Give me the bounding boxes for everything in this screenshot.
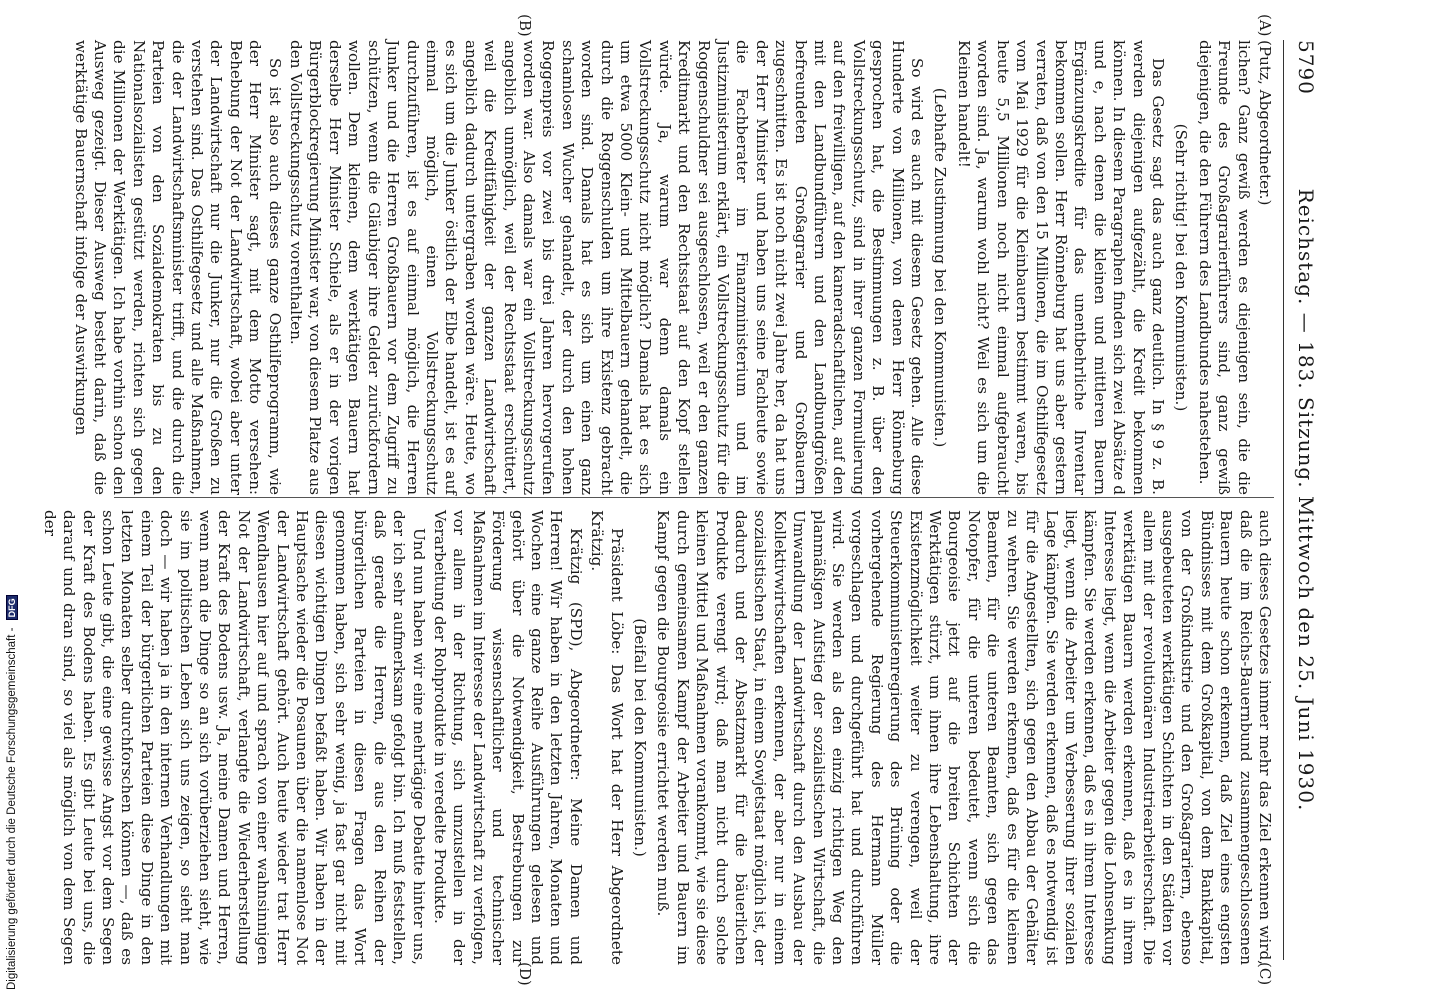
column-divider (114, 497, 1274, 498)
paragraph: lichen? Ganz gewiß werden es diejenigen sein, die die Freunde des Großagrarierführers sind, ganz gewiß diejenigen, die den Führern des Landbundes nahestehen. (1195, 40, 1253, 495)
page-header (1283, 40, 1324, 960)
interjection: (Beifall bei den Kommunisten.) (631, 618, 649, 857)
speaker-label: (Putz, Abgeordneter.) (1256, 40, 1274, 206)
paragraph: Krätzig (SPD), Abgeordneter: Meine Damen und Herren! Wir haben in den letzten Jahren, Monaten und Wochen eine ganze Reihe Ausführungen gelesen und gehört über die Notwendigkeit, Bestrebungen zur Förderung wissenschaftlicher und technischer Maßnahmen im Interesse der Landwirtschaft zu verfolgen, vor allem in der Richtung, sich umzustellen in der Verarbeitung der Rohprodukte in veredelte Produkte. (430, 510, 585, 965)
margin-marker-a: (A) (1256, 14, 1274, 37)
paragraph: auch dieses Gesetzes immer mehr das Ziel erkennen wird, daß die im Reichs-Bauernbund zusammengeschlossenen Bauern heute schon erkennen, daß Ziel eines engsten Bündnisses mit dem Großkapital, von dem Bankkapital, von der Großindustrie und den Großagrariern, ebenso ausgebeuteten werktätigen Schichten in den Städten vor allem mit der revolutionären Industriearbeiterschaft. Die werktätigen Bauern werden erkennen, daß es in ihrem Interesse liegt, wenn die Arbeiter gegen die Lohnsenkung kämpfen. Sie werden erkennen, daß es in ihrem Interesse liegt, wenn die Arbeiter um Verbesserung ihrer sozialen Lage kämpfen. Sie werden erkennen, daß es notwendig ist für die Angestellten, sich gegen den Abbau der Gehälter zu wehren. Sie werden erkennen, daß es für die kleinen Beamten, für die unteren Beamten, sich gegen das Notopfer, für die unteren bedeutet, wenn sich die Bourgeoisie jetzt auf die breiten Schichten der Werktätigen stürzt, um ihnen ihre Lebenshaltung, ihre Existenzmöglichkeit weiter zu verengen, weil der Steuerkommunistenregierung des Brüning oder die vorhergehende Regierung des Hermann Müller vorgeschlagen und durchgeführt hat und durchführen wird. Sie werden als den einzig richtigen Weg den planmäßigen Aufstieg der sozialistischen Wirtschaft, die Umwandlung der Landwirtschaft durch den Ausbau der Kollektivwirtschaften erkennen, der aber nur in einem sozialistischen Staat, in einem Sowjetstaat möglich ist, der dadurch und der Absatzmarkt für die bäuerlichen Produkte verengt wird; daß man nicht durch solche kleinen Mittel und Maßnahmen vorankommt, wie sie diese durch gemeinsamen Kampf der Arbeiter und Bauern im Kampf gegen die Bourgeoisie errichtet werden muß. (654, 510, 1274, 965)
interjection: (Sehr richtig! bei den Kommunisten.) (1172, 123, 1191, 412)
paragraph: Das Gesetz sagt das auch ganz deutlich. In § 9 z. B. werden diejenigen aufgezählt, die Kredit bekommen können. In diesem Paragraphen finden sich zwei Absätze d und e, nach denen die kleinen und mittleren Bauern Ergänzungskredite für das unentbehrliche Inventar bekommen sollen. Herr Rönneburg hat uns aber gestern verraten, daß von den 15 Millionen, die im Osthilfegesetz vom Mai 1929 für die Kleinbauern bestimmt waren, bis heute 5,5 Millionen noch nicht einmal aufgebraucht worden sind. Ja, warum wohl nicht? Weil es sich um die Kleinen handelt! (954, 40, 1167, 495)
margin-marker-c: (C) (1256, 962, 1274, 986)
right-column (40, 510, 1274, 965)
digitization-credit (6, 595, 18, 990)
paragraph: Und nun haben wir eine mehrtägige Debatte hinter uns, der ich sehr aufmerksam gefolgt bin. Ich muß feststellen, daß gerade die Herren, die aus den Reihen der bürgerlichen Parteien in diesen Fragen das Wort genommen haben, sich sehr wenig, ja fast gar nicht mit diesen wichtigen Dingen befaßt haben. Wir haben in der Hauptsache wieder die Posaunen über die namenlose Not der Landwirtschaft gehört. Auch heute wieder trat Herr Wendhausen hier auf und sprach von einer wahnsinnigen Not der Landwirtschaft, verlangte die Wiederherstellung der Kraft des Bodens usw. Ja, meine Damen und Herren, wenn man die Dinge so an sich vorüberziehen sieht, wie sie im politischen Leben sich uns zeigen, so sieht man doch — wir haben ja in den internen Verhandlungen mit einem Teil der bürgerlichen Parteien diese Dinge in den letzten Monaten selber durchforschen können —, daß es schon Leute gibt, die eine gewisse Angst vor dem Segen der Kraft des Bodens haben. Es gibt Leute bei uns, die darauf und dran sind, so viel als möglich von dem Segen der (40, 510, 428, 965)
left-column (71, 40, 1274, 495)
margin-marker-b: (B) (516, 14, 534, 37)
paragraph: So ist also auch dieses ganze Osthilfeprogramm, wie der Herr Minister sagt, mit dem Motto versehen: Behebung der Not der Landwirtschaft, wobei aber unter der Landwirtschaft nur die Junker, nur die Großen zu verstehen sind. Das Osthilfegesetz und alle Maßnahmen, die der Landwirtschaftsminister trifft, und die durch die Parteien von den Sozialdemokraten bis zu den Nationalsozialisten gestützt werden, richten sich gegen die Millionen der Werktätigen. Ich habe vorhin schon den Ausweg gezeigt. Dieser Ausweg besteht darin, daß die werktätige Bauernschaft infolge der Auswirkungen (71, 40, 284, 495)
credit-text: Digitalisierung gefördert durch die Deutsche Forschungsgemeinschaft - (6, 627, 18, 990)
interjection: (Lebhafte Zustimmung bei den Kommunisten.) (931, 87, 950, 448)
speaker-intro: Präsident Löbe: Das Wort hat der Herr Abgeordnete Krätzig. (588, 510, 626, 965)
paragraph: So wird es auch mit diesem Gesetz gehen. Alle diese Hunderte von Millionen, von denen Herr Rönneburg gesprochen hat, die Bestimmungen z. B. über den Vollstreckungsschutz, sind in ihrer ganzen Formulierung auf den freiwilligen, auf den kameradschaftlichen, auf den mit den Landbundführern und den Landbundgrößen befreundeten Großagrarier und Großbauern zugeschnitten. Es ist noch nicht zwei Jahre her, da hat uns der Herr Minister und haben uns seine Fachleute sowie die Fachberater im Finanzministerium und im Justizministerium erklärt, ein Vollstreckungsschutz für die Roggenschuldner sei ausgeschlossen, weil er den ganzen Kreditmarkt und den Rechtsstaat auf den Kopf stellen würde. Ja, warum war denn damals ein Vollstreckungsschutz nicht möglich? Damals hat es sich um etwa 5000 Klein- und Mittelbauern gehandelt, die durch die Roggenschulden um ihre Existenz gebracht worden sind. Damals hat es sich um einen ganz schamlosen Wucher gehandelt, der durch den hohen Roggenpreis vor zwei bis drei Jahren hervorgerufen worden war. Also damals war ein Vollstreckungsschutz angeblich unmöglich, weil der Rechtsstaat erschüttert, weil die Kreditfähigkeit der ganzen Landwirtschaft angeblich dadurch untergraben worden wäre. Heute, wo es sich um die Junker östlich der Elbe handelt, ist es auf einmal möglich, einen Vollstreckungsschutz durchzuführen, ist es auf einmal möglich, die Herren Junker und die Herren Großbauern vor dem Zugriff zu schützen, wenn die Gläubiger ihre Gelder zurückfordern wollen. Dem kleinen, dem werktätigen Bauern hat derselbe Herr Minister Schiele, als er in der vorigen Bürgerblockregierung Minister war, von diesem Platze aus den Vollstreckungsschutz vorenthalten. (287, 40, 927, 495)
dfg-logo: DFG (6, 595, 18, 620)
margin-marker-d: (D) (516, 962, 534, 986)
page-number: 5790 (1294, 40, 1318, 95)
header-title: Reichstag. — 183. Sitzung. Mittwoch den 25. Juni 1930. (1294, 188, 1318, 812)
